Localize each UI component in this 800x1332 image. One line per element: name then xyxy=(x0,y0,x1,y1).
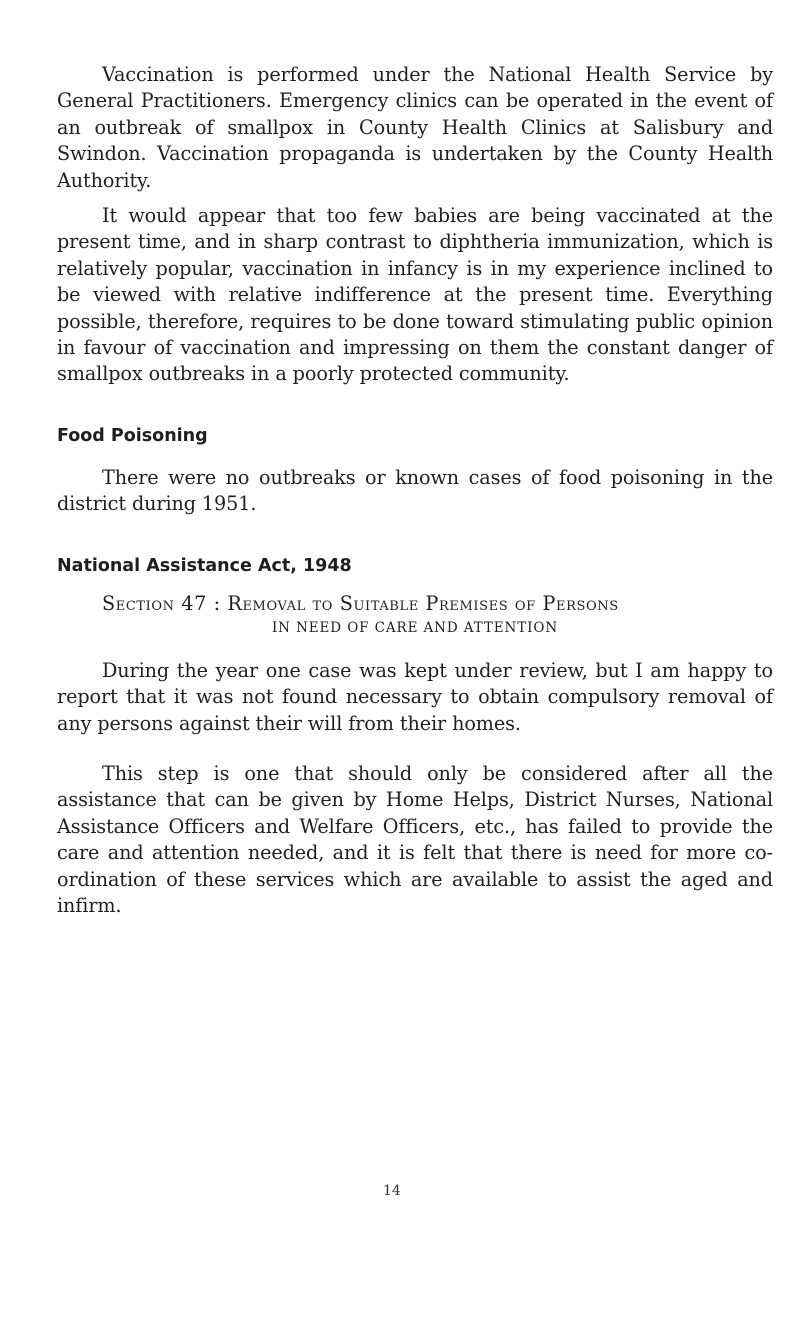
page-number: 14 xyxy=(383,1183,401,1199)
vaccination-paragraph-2: It would appear that too few babies are being vaccinated at the present time, and in sharp contrast to diphtheria immunization, which is relatively popular, vaccination in infancy is in my experience inclined to be viewed with relative indifference at the present time. Everything possible, therefore, requires to be done toward stimulating public opinion in favour of vaccination and impressing on them the constant danger of smallpox outbreaks in a poorly protected community. xyxy=(57,204,773,386)
food-poisoning-heading: Food Poisoning xyxy=(57,425,208,446)
document-page xyxy=(57,62,773,919)
vaccination-paragraph-1: Vaccination is performed under the National Health Service by General Practitioners. Emergency clinics can be operated in the event of an outbreak of smallpox in County Health Clinics at Salisbury and Swindon. Vaccination propaganda is undertaken by the County Health Authority. xyxy=(57,63,773,192)
food-poisoning-paragraph: There were no outbreaks or known cases of food poisoning in the district during 1951. xyxy=(57,465,773,516)
national-assistance-heading: National Assistance Act, 1948 xyxy=(57,555,352,576)
section-47-title: Section 47 : Removal to Suitable Premises of Persons xyxy=(102,591,619,615)
coordination-paragraph: This step is one that should only be considered after all the assistance that can be given by Home Helps, District Nurses, National Assistance Officers and Welfare Officers, etc., has failed to provide the care and attention needed, and it is felt that there is need for more co-ordination of these services which are available to assist the aged and infirm. xyxy=(57,761,773,917)
section-47-subtitle: IN NEED OF CARE AND ATTENTION xyxy=(271,619,559,636)
removal-review-paragraph: During the year one case was kept under review, but I am happy to report that it was not found necessary to obtain compulsory removal of any persons against their will from their homes. xyxy=(57,658,773,735)
